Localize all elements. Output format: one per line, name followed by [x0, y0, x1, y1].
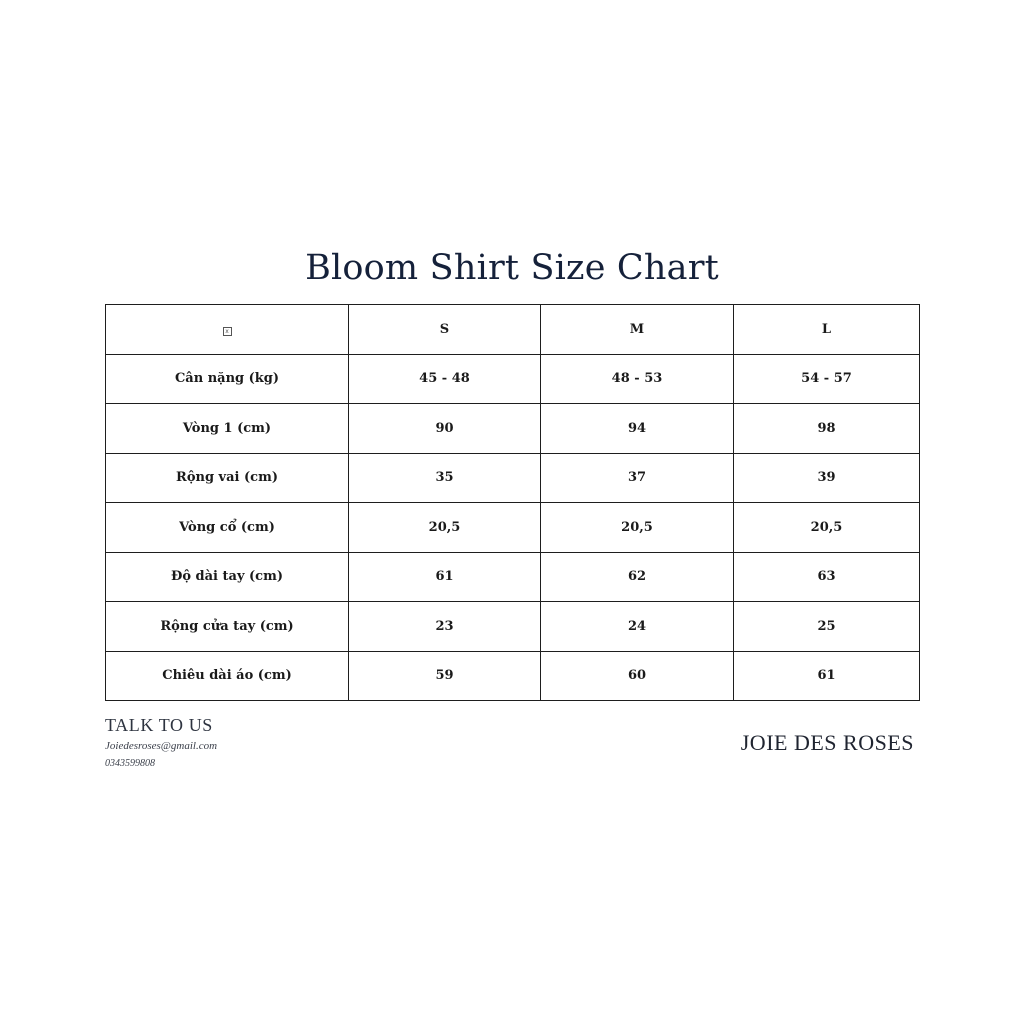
contact-heading: TALK TO US: [105, 715, 213, 735]
cell-value: 61: [734, 651, 920, 701]
row-label: Độ dài tay (cm): [106, 552, 349, 602]
size-chart-table: [105, 304, 920, 701]
header-size-m: M: [541, 305, 734, 355]
row-label: Rộng cửa tay (cm): [106, 602, 349, 652]
cell-value: 63: [734, 552, 920, 602]
cell-value: 59: [349, 651, 541, 701]
table-row: [106, 651, 920, 701]
cell-value: 48 - 53: [541, 354, 734, 404]
cell-value: 90: [349, 404, 541, 454]
broken-image-icon: x: [223, 327, 232, 336]
table-row: [106, 602, 920, 652]
header-corner-cell: [106, 305, 349, 355]
cell-value: 23: [349, 602, 541, 652]
cell-value: 24: [541, 602, 734, 652]
contact-phone: 0343599808: [105, 758, 155, 769]
table-row: [106, 503, 920, 553]
cell-value: 39: [734, 453, 920, 503]
contact-block: [105, 714, 217, 772]
cell-value: 62: [541, 552, 734, 602]
cell-value: 20,5: [541, 503, 734, 553]
header-size-s: S: [349, 305, 541, 355]
brand-name: JOIE DES ROSES: [740, 730, 914, 755]
table-row: [106, 354, 920, 404]
cell-value: 20,5: [349, 503, 541, 553]
row-label: Vòng 1 (cm): [106, 404, 349, 454]
row-label: Rộng vai (cm): [106, 453, 349, 503]
row-label: Cân nặng (kg): [106, 354, 349, 404]
contact-email: Joiedesroses@gmail.com: [105, 740, 218, 752]
row-label: Vòng cổ (cm): [106, 503, 349, 553]
header-size-l: L: [734, 305, 920, 355]
row-label: Chiêu dài áo (cm): [106, 651, 349, 701]
cell-value: 94: [541, 404, 734, 454]
page-title: Bloom Shirt Size Chart: [305, 248, 719, 288]
cell-value: 45 - 48: [349, 354, 541, 404]
cell-value: 60: [541, 651, 734, 701]
table-row: [106, 453, 920, 503]
table-row: [106, 552, 920, 602]
cell-value: 37: [541, 453, 734, 503]
cell-value: 54 - 57: [734, 354, 920, 404]
cell-value: 61: [349, 552, 541, 602]
cell-value: 20,5: [734, 503, 920, 553]
table-header-row: [106, 305, 920, 355]
cell-value: 25: [734, 602, 920, 652]
cell-value: 98: [734, 404, 920, 454]
cell-value: 35: [349, 453, 541, 503]
table-row: [106, 404, 920, 454]
